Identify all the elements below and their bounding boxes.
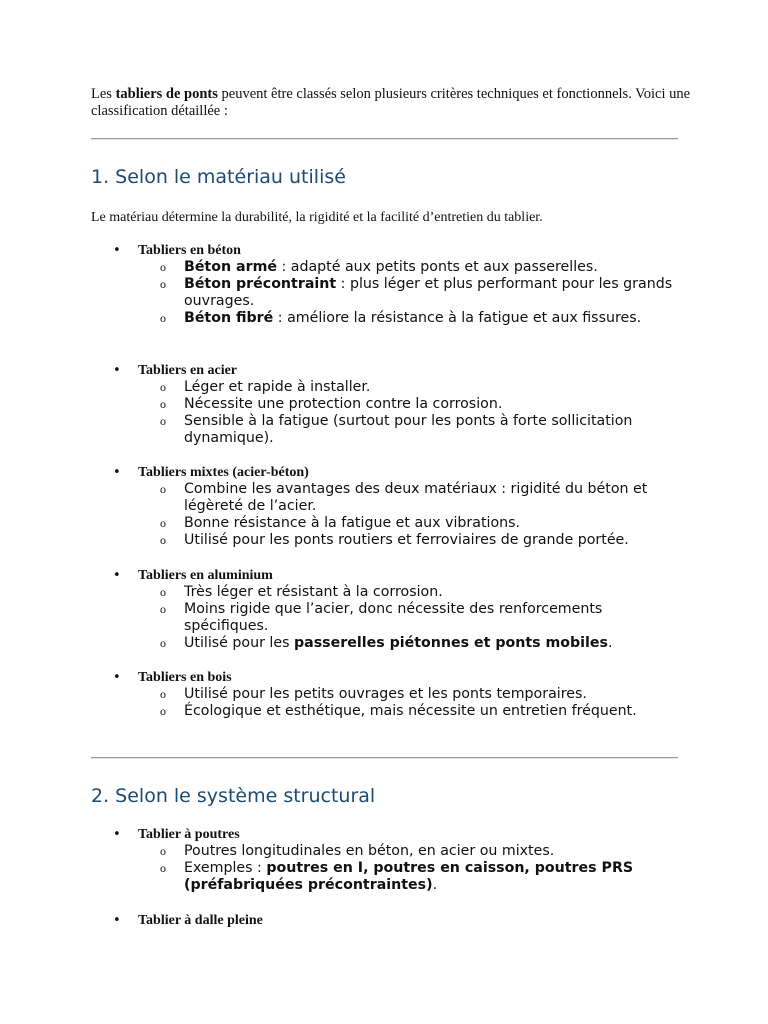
item-text: Utilisé pour les [184,635,294,651]
group-acier [0,363,768,447]
intro-text-end: peuvent être classés selon plusieurs critères techniques et fonctionnels. Voici une classification détaillée : [91,86,691,119]
group-mixtes [0,465,768,549]
group-title [0,827,768,843]
list-item [0,635,676,652]
intro-bold-term: tabliers de ponts [115,86,218,102]
list-item [0,276,676,310]
circle-bullet-icon: o [160,482,166,496]
list-item [0,843,676,860]
circle-bullet-icon: o [160,414,166,428]
group-title-text: Tabliers en béton [138,243,241,258]
bullet-icon: • [113,363,121,378]
item-text: : améliore la résistance à la fatigue et aux fissures. [273,310,642,326]
group-title-text: Tabliers mixtes (acier-béton) [138,465,309,480]
circle-bullet-icon: o [160,277,166,291]
item-text: Nécessite une protection contre la corrosion. [184,396,503,412]
circle-bullet-icon: o [160,636,166,650]
circle-bullet-icon: o [160,311,166,325]
circle-bullet-icon: o [160,533,166,547]
item-text: Combine les avantages des deux matériaux : rigidité du béton et légèreté de l’acier. [184,481,648,514]
item-text: Poutres longitudinales en béton, en acier ou mixtes. [184,843,555,859]
list-item [0,413,676,447]
item-text: Exemples : [184,860,267,876]
divider-top [91,138,678,140]
group-beton [0,243,768,327]
list-item [0,396,676,413]
circle-bullet-icon: o [160,844,166,858]
group-dalle-pleine [0,913,768,929]
group-title-text: Tablier à poutres [138,827,240,842]
bullet-icon: • [113,243,121,258]
item-text: Sensible à la fatigue (surtout pour les ponts à forte sollicitation dynamique). [184,413,633,446]
group-title [0,465,768,481]
group-aluminium [0,568,768,652]
group-title [0,363,768,379]
group-poutres [0,827,768,894]
item-text: Très léger et résistant à la corrosion. [184,584,443,600]
list-item [0,860,676,894]
bullet-icon: • [113,465,121,480]
group-title-text: Tablier à dalle pleine [138,913,263,928]
item-text-end: . [432,877,438,893]
item-text: Moins rigide que l’acier, donc nécessite des renforcements spécifiques. [184,601,603,634]
list-item [0,601,676,635]
item-text: Bonne résistance à la fatigue et aux vibrations. [184,515,521,531]
bullet-icon: • [113,670,121,685]
circle-bullet-icon: o [160,602,166,616]
intro-paragraph [91,86,691,120]
intro-text-start: Les [91,86,116,102]
item-bold: Béton précontraint [184,276,337,292]
section-1-intro: Le matériau détermine la durabilité, la rigidité et la facilité d’entretien du tablier. [91,210,543,225]
list-item [0,310,676,327]
list-item [0,532,676,549]
list-item [0,379,676,396]
item-text: : plus léger et plus performant pour les grands ouvrages. [184,276,673,309]
list-item [0,584,676,601]
section-1-heading: 1. Selon le matériau utilisé [91,166,346,188]
bullet-icon: • [113,913,121,928]
bullet-icon: • [113,568,121,583]
group-title [0,568,768,584]
circle-bullet-icon: o [160,704,166,718]
list-item [0,481,676,515]
list-item [0,703,676,720]
circle-bullet-icon: o [160,585,166,599]
bullet-icon: • [113,827,121,842]
group-title-text: Tabliers en bois [138,670,232,685]
list-item [0,259,676,276]
section-2-heading: 2. Selon le système structural [91,785,376,807]
group-bois [0,670,768,720]
item-text: Utilisé pour les ponts routiers et ferroviaires de grande portée. [184,532,629,548]
item-text-end: . [607,635,613,651]
item-bold: passerelles piétonnes et ponts mobiles [294,635,608,651]
divider-middle [91,757,678,759]
item-text: Écologique et esthétique, mais nécessite un entretien fréquent. [184,703,637,719]
group-title-text: Tabliers en acier [138,363,238,378]
list-item [0,686,676,703]
group-title [0,913,768,929]
circle-bullet-icon: o [160,687,166,701]
item-bold: poutres en I, poutres en caisson, poutres PRS (préfabriquées précontraintes) [184,860,634,893]
group-title-text: Tabliers en aluminium [138,568,273,583]
item-text: : adapté aux petits ponts et aux passerelles. [276,259,598,275]
item-bold: Béton armé [184,259,277,275]
circle-bullet-icon: o [160,260,166,274]
circle-bullet-icon: o [160,516,166,530]
circle-bullet-icon: o [160,380,166,394]
list-item [0,515,676,532]
circle-bullet-icon: o [160,861,166,875]
group-title [0,670,768,686]
item-text: Utilisé pour les petits ouvrages et les ponts temporaires. [184,686,587,702]
item-text: Léger et rapide à installer. [184,379,371,395]
item-bold: Béton fibré [184,310,274,326]
circle-bullet-icon: o [160,397,166,411]
group-title [0,243,768,259]
